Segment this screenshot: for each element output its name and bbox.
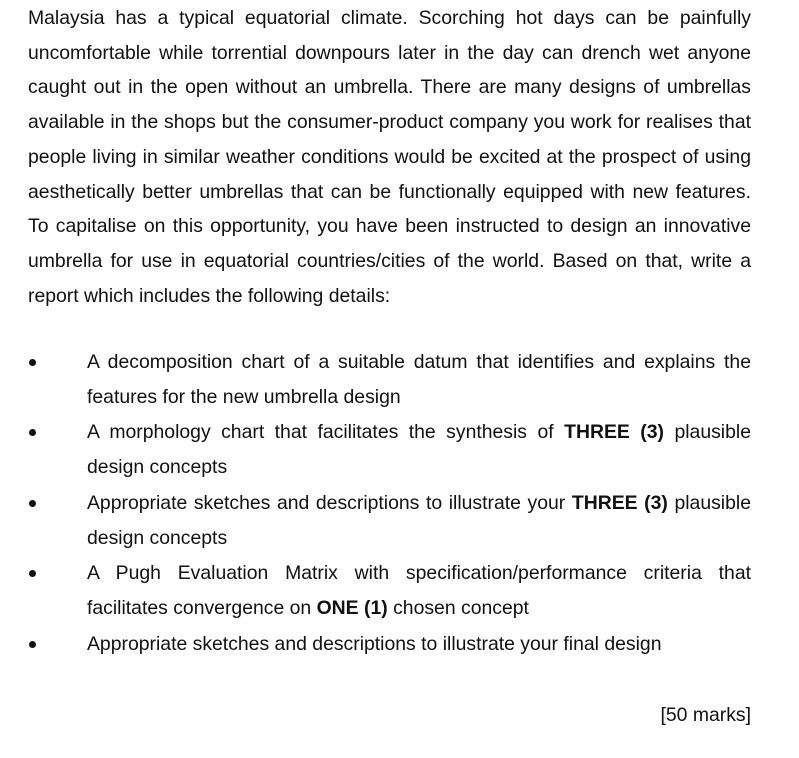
list-item <box>28 345 751 414</box>
marks-label: [50 marks] <box>660 704 751 726</box>
list-item <box>28 486 751 555</box>
emphasis-count: THREE (3) <box>564 421 664 444</box>
list-item <box>28 627 751 662</box>
intro-paragraph: Malaysia has a typical equatorial climate. Scorching hot days can be painfully uncomfortable while torrential downpours later in the day can drench wet anyone caught out in the open without an umbrella. There are many designs of umbrellas available in the shops but the consumer-product company you work for realises that people living in similar weather conditions would be excited at the prospect of using aesthetically better umbrellas that can be functionally equipped with new features. To capitalise on this opportunity, you have been instructed to design an innovative umbrella for use in equatorial countries/cities of the world. Based on that, write a report which includes the following details: <box>28 7 751 307</box>
bullet-icon <box>29 359 36 366</box>
requirements-list <box>28 345 751 662</box>
list-item-text: A Pugh Evaluation Matrix with specification/performance criteria that facilitates convergence on ONE (1) chosen concept <box>87 562 751 619</box>
list-item <box>28 415 751 484</box>
emphasis-count: THREE (3) <box>571 491 668 514</box>
list-item-text: A decomposition chart of a suitable datum that identifies and explains the features for the new umbrella design <box>87 351 751 408</box>
list-item-text: Appropriate sketches and descriptions to illustrate your THREE (3) plausible design concepts <box>87 491 751 549</box>
bullet-icon <box>29 641 36 648</box>
bullet-icon <box>29 570 36 577</box>
emphasis-count: ONE (1) <box>316 596 388 619</box>
bullet-icon <box>29 429 36 436</box>
document-page <box>28 0 751 726</box>
list-item-text: A morphology chart that facilitates the synthesis of THREE (3) plausible design concepts <box>87 421 751 479</box>
bullet-icon <box>29 500 36 507</box>
list-item <box>28 556 751 625</box>
list-item-text: Appropriate sketches and descriptions to illustrate your final design <box>87 632 662 655</box>
